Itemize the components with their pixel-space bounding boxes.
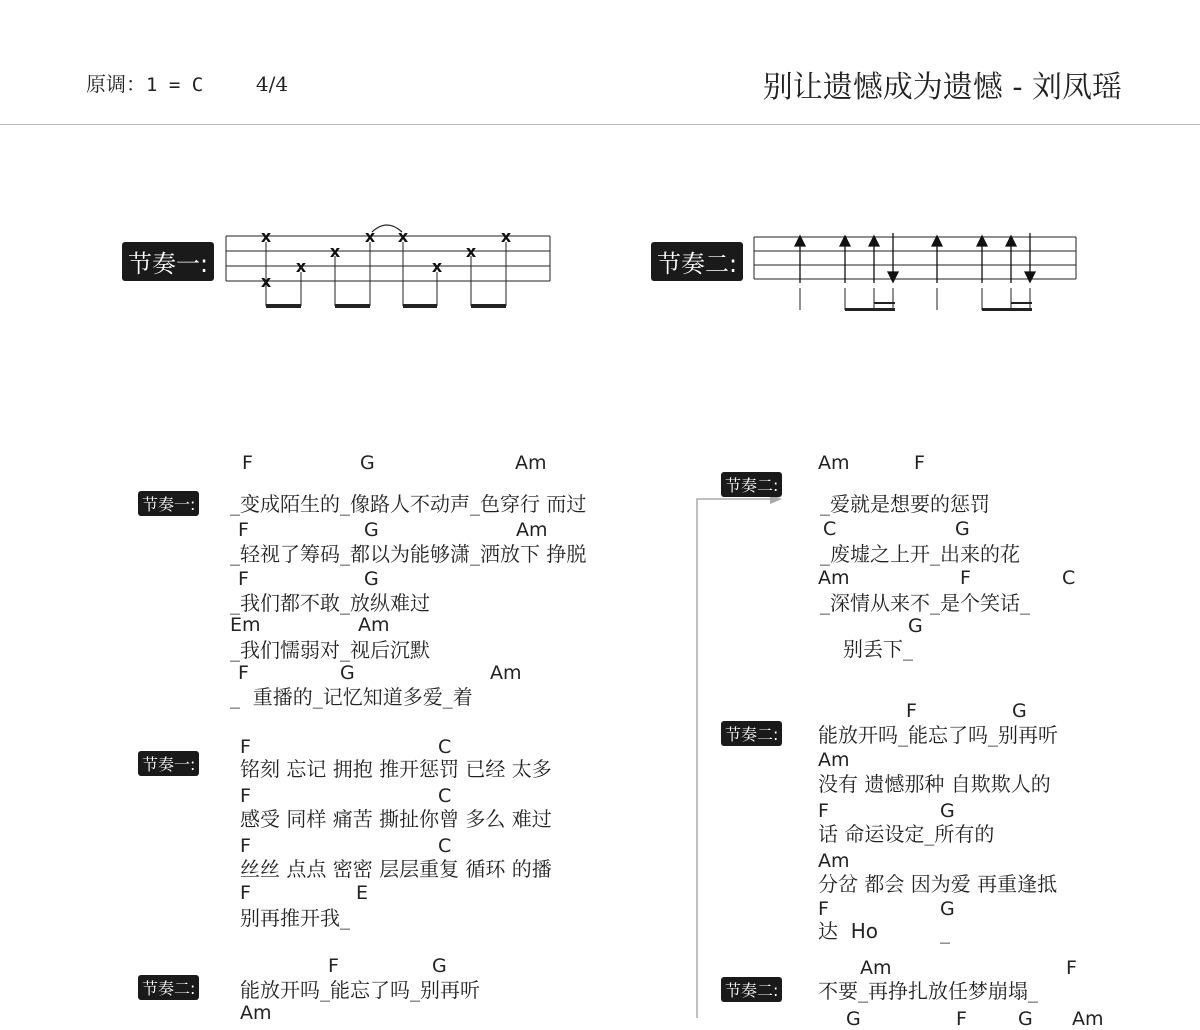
section-badge-pattern-2: 节奏二: xyxy=(138,975,199,1000)
chord: Am xyxy=(818,850,850,872)
chord: F xyxy=(960,567,971,589)
lyric-line: 铭刻 忘记 拥抱 推开惩罚 已经 太多 xyxy=(240,757,552,781)
lyric-line: 分岔 都会 因为爱 再重逢抵 xyxy=(818,872,1058,896)
chord: G xyxy=(432,955,447,977)
chord: Am xyxy=(818,567,850,589)
chord: F xyxy=(818,800,829,822)
original-key xyxy=(86,68,288,97)
chord: F xyxy=(242,452,253,474)
chord: Am xyxy=(1072,1008,1104,1030)
chord: G xyxy=(340,662,355,684)
key-label: 原调： xyxy=(86,72,146,96)
stroke-x: x xyxy=(431,257,443,276)
chord: C xyxy=(823,518,837,540)
section-badge-pattern-2: 节奏二: xyxy=(721,977,782,1002)
chord: G xyxy=(364,568,379,590)
pattern-2-strum xyxy=(752,228,1082,318)
chord: F xyxy=(240,835,251,857)
lyric-line: 没有 遗憾那种 自欺欺人的 xyxy=(818,772,1051,796)
section-badge-pattern-1: 节奏一: xyxy=(138,491,199,516)
chord: G xyxy=(908,615,923,637)
lyric-line: _我们都不敢_放纵难过 xyxy=(230,591,430,615)
stroke-x: x xyxy=(329,242,341,261)
chord: F xyxy=(1066,957,1077,979)
section-badge-pattern-2: 节奏二: xyxy=(721,721,782,746)
section-badge-pattern-2: 节奏二: xyxy=(721,472,782,497)
chord: Am xyxy=(818,452,850,474)
chord: G xyxy=(364,519,379,541)
chord: F xyxy=(238,662,249,684)
chord: F xyxy=(238,568,249,590)
lyric-line: 别丢下_ xyxy=(843,637,913,661)
repeat-arrow xyxy=(690,490,790,1018)
chord: F xyxy=(240,785,251,807)
stroke-x: x xyxy=(465,242,477,261)
chord: Am xyxy=(490,662,522,684)
lyric-line: 能放开吗_能忘了吗_别再听 xyxy=(818,723,1058,747)
lyric-line: _轻视了筹码_都以为能够潇_洒放下 挣脱 xyxy=(230,542,587,566)
lyric-line: _ 重播的_记忆知道多爱_着 xyxy=(230,685,473,709)
chord: G xyxy=(1018,1008,1033,1030)
lyric-text: 达 xyxy=(818,919,838,943)
chord: F xyxy=(956,1008,967,1030)
lyric-line: 别再推开我_ xyxy=(240,906,350,930)
chord: F xyxy=(240,736,251,758)
lyric-line: 能放开吗_能忘了吗_别再听 xyxy=(240,978,480,1002)
chord: F xyxy=(914,452,925,474)
chord: C xyxy=(1062,567,1076,589)
header-divider xyxy=(0,124,1200,125)
chord: G xyxy=(846,1008,861,1030)
chord: C xyxy=(438,736,452,758)
chord: G xyxy=(1012,700,1027,722)
lyric-line: _深情从来不_是个笑话_ xyxy=(820,591,1030,615)
chord: Am xyxy=(515,452,547,474)
stroke-x: x xyxy=(500,227,512,246)
chord: Em xyxy=(230,614,261,636)
chord: Am xyxy=(240,1002,272,1024)
lyric-line: _我们懦弱对_视后沉默 xyxy=(230,638,430,662)
key-value: 1 = C xyxy=(146,74,204,96)
chord: G xyxy=(955,518,970,540)
chord: F xyxy=(906,700,917,722)
chord: C xyxy=(438,835,452,857)
pattern-2-badge: 节奏二: xyxy=(651,242,743,281)
chord: F xyxy=(240,882,251,904)
stroke-x: x xyxy=(260,272,272,291)
lyric-line: 丝丝 点点 密密 层层重复 循环 的播 xyxy=(240,857,552,881)
chord: F xyxy=(818,898,829,920)
chord: G xyxy=(940,898,955,920)
stroke-x: x xyxy=(397,227,409,246)
lyric-line xyxy=(818,915,878,944)
time-signature: 4/4 xyxy=(255,72,289,96)
chord: Am xyxy=(358,614,390,636)
stroke-x: x xyxy=(295,257,307,276)
lyric-line: 不要_再挣扎放任梦崩塌_ xyxy=(818,979,1038,1003)
pattern-1-badge: 节奏一: xyxy=(122,242,214,281)
chord: Am xyxy=(860,957,892,979)
stroke-x: x xyxy=(260,227,272,246)
song-title: 别让遗憾成为遗憾 - 刘凤瑶 xyxy=(762,70,1122,105)
lyric-line: _废墟之上开_出来的花 xyxy=(820,542,1020,566)
chord: F xyxy=(238,519,249,541)
lyric-line: 感受 同样 痛苦 撕扯你曾 多么 难过 xyxy=(240,807,552,831)
chord: E xyxy=(356,882,369,904)
pattern-1-tab xyxy=(224,214,554,314)
chord: G xyxy=(360,452,375,474)
chord: Am xyxy=(516,519,548,541)
section-badge-pattern-1: 节奏一: xyxy=(138,751,199,776)
chord: C xyxy=(438,785,452,807)
chord: G xyxy=(940,800,955,822)
stroke-x: x xyxy=(364,227,376,246)
lyric-ho: Ho xyxy=(850,919,878,943)
chord: F xyxy=(328,955,339,977)
lyric-line: _ xyxy=(940,920,950,944)
lyric-line: _爱就是想要的惩罚 xyxy=(820,492,990,516)
chord: Am xyxy=(818,749,850,771)
lyric-line: 话 命运设定_所有的 xyxy=(818,822,995,846)
lyric-line: _变成陌生的_像路人不动声_色穿行 而过 xyxy=(230,492,587,516)
